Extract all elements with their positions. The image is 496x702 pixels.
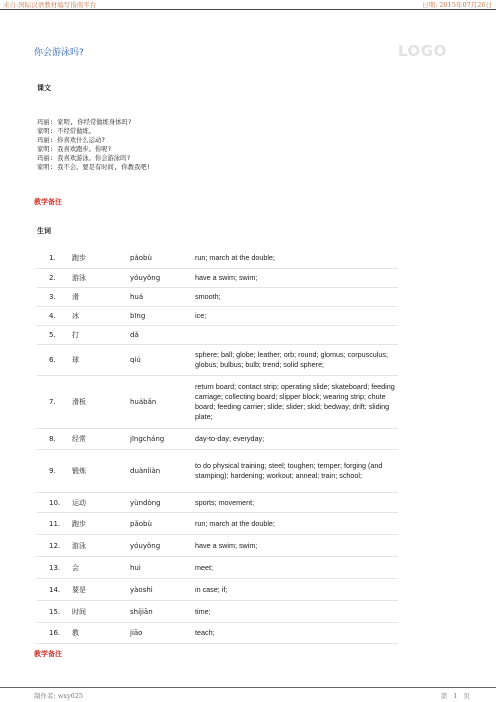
vocab-number: 14.	[49, 585, 61, 594]
vocab-pinyin: yóuyǒng	[130, 541, 161, 550]
vocab-definition: run; march at the double;	[195, 253, 275, 262]
vocab-definition: return board; contact strip; operating slide; skateboard; feeding carriage; collecting board; slipper block; wearing strip; chute board; feeding carrier; slide; slider; skid; bedway; drift; sliding plate;	[195, 382, 395, 421]
vocab-pinyin: dǎ	[130, 331, 139, 339]
vocab-definition: day-to-day; everyday;	[195, 434, 265, 443]
dialogue-line: 家明: 不经常做练。	[37, 128, 95, 136]
vocab-pinyin: yóuyǒng	[130, 274, 161, 282]
vocab-heading: 生词	[37, 226, 51, 235]
vocab-hanzi: 游泳	[72, 274, 86, 282]
vocab-number: 6.	[49, 356, 56, 364]
vocab-hanzi: 滑板	[72, 398, 86, 406]
vocab-hanzi: 游泳	[72, 541, 86, 550]
vocab-number: 5.	[49, 331, 56, 339]
vocab-number: 3.	[49, 293, 56, 301]
vocab-hanzi: 教	[72, 629, 79, 637]
vocab-hanzi: 运动	[72, 498, 86, 507]
page-number: 第 1 页	[440, 692, 472, 700]
dialogue-block	[37, 118, 150, 173]
vocab-number: 13.	[49, 563, 61, 572]
vocab-number: 16.	[49, 629, 61, 637]
vocab-row	[37, 557, 398, 579]
vocab-row	[37, 345, 398, 376]
vocab-pinyin: shíjiān	[130, 607, 153, 616]
vocab-definition: have a swim; swim;	[195, 540, 258, 550]
vocab-hanzi: 球	[72, 356, 79, 364]
vocab-pinyin: pǎobù	[130, 254, 152, 262]
source-label: 来自:国际汉语教材编写指南平台	[3, 1, 97, 9]
dialogue-line: 玛丽: 家明, 你经常做练身体吗?	[37, 119, 132, 126]
vocab-hanzi: 冰	[72, 312, 79, 320]
vocab-table	[37, 248, 398, 644]
vocab-pinyin: jiāo	[130, 629, 143, 637]
vocab-pinyin: duànliàn	[130, 467, 161, 475]
vocab-definition: meet;	[195, 562, 213, 572]
vocab-pinyin: huá	[130, 293, 144, 301]
vocab-definition: smooth;	[195, 292, 221, 301]
vocab-row	[37, 535, 398, 557]
vocab-pinyin: jīngcháng	[130, 435, 165, 443]
vocab-pinyin: yàoshi	[130, 585, 153, 594]
vocab-row	[37, 326, 398, 345]
vocab-pinyin: huì	[130, 563, 141, 572]
vocab-row	[37, 579, 398, 601]
vocab-hanzi: 经常	[72, 435, 86, 443]
dialogue-line: 玛丽: 你喜欢什么运动?	[37, 137, 106, 145]
vocab-number: 7.	[49, 398, 56, 406]
lesson-title: 你会游泳吗?	[34, 48, 84, 58]
vocab-definition: to do physical training; steel; toughen; temper; forging (and stamping); hardening; workout; anneal; train; school;	[195, 461, 383, 480]
vocab-pinyin: bīng	[130, 312, 146, 320]
vocab-row	[37, 376, 398, 429]
vocab-definition: run; march at the double;	[195, 518, 275, 528]
vocab-number: 4.	[49, 312, 56, 320]
vocab-definition: sports; movement;	[195, 497, 255, 507]
vocab-number: 12.	[49, 541, 61, 550]
vocab-hanzi: 锻炼	[72, 467, 86, 475]
vocab-hanzi: 跑步	[72, 519, 86, 528]
vocab-pinyin: yùndòng	[130, 498, 161, 507]
vocab-number: 10.	[49, 498, 61, 507]
teaching-notes-label: 教学备注	[34, 197, 62, 206]
logo: LOGO	[398, 42, 447, 60]
vocab-row	[37, 288, 398, 307]
vocab-number: 9.	[49, 467, 56, 475]
text-heading: 课文	[37, 83, 51, 92]
dialogue-line: 玛丽: 我喜欢游泳。你会游泳吗?	[37, 155, 131, 163]
vocab-definition: in case; if;	[195, 584, 228, 594]
vocab-pinyin: qiú	[130, 356, 141, 364]
vocab-pinyin: pǎobù	[130, 519, 152, 528]
vocab-number: 15.	[49, 607, 61, 616]
vocab-definition: ice;	[195, 311, 207, 320]
vocab-number: 8.	[49, 435, 56, 443]
vocab-row	[37, 493, 398, 513]
vocab-row	[37, 307, 398, 326]
vocab-hanzi: 时间	[72, 607, 86, 616]
page-header	[0, 0, 496, 10]
vocab-row	[37, 450, 398, 493]
vocab-definition: time;	[195, 606, 211, 616]
vocab-row	[37, 269, 398, 288]
vocab-row	[37, 513, 398, 535]
vocab-number: 11.	[49, 519, 61, 528]
dialogue-line: 家明: 我不会。要是有时间, 你教我吧!	[37, 164, 151, 172]
vocab-definition: sphere; ball; globe; leather; orb; round; glomus; corpusculus; globus; bulbus; bulb; trend; solid sphere;	[195, 350, 388, 369]
vocab-definition: have a swim; swim;	[195, 273, 258, 282]
vocab-definition: teach;	[195, 628, 215, 637]
vocab-row	[37, 623, 398, 644]
vocab-row	[37, 601, 398, 623]
dialogue-line: 家明: 我喜欢跑步。你呢?	[37, 146, 112, 154]
vocab-row	[37, 248, 398, 269]
vocab-pinyin: huábǎn	[130, 398, 157, 406]
author-label: 制作者: wxy625	[34, 692, 84, 700]
vocab-hanzi: 会	[72, 563, 79, 572]
vocab-number: 1.	[49, 254, 56, 262]
teaching-notes-label: 教学备注	[34, 649, 62, 658]
vocab-hanzi: 打	[72, 331, 79, 339]
date-label: 日期: 2015年07月26日	[422, 1, 492, 9]
vocab-hanzi: 跑步	[72, 254, 86, 262]
vocab-hanzi: 滑	[72, 293, 79, 301]
vocab-hanzi: 要是	[72, 585, 86, 594]
page-footer	[0, 687, 496, 702]
vocab-number: 2.	[49, 274, 56, 282]
vocab-row	[37, 429, 398, 450]
